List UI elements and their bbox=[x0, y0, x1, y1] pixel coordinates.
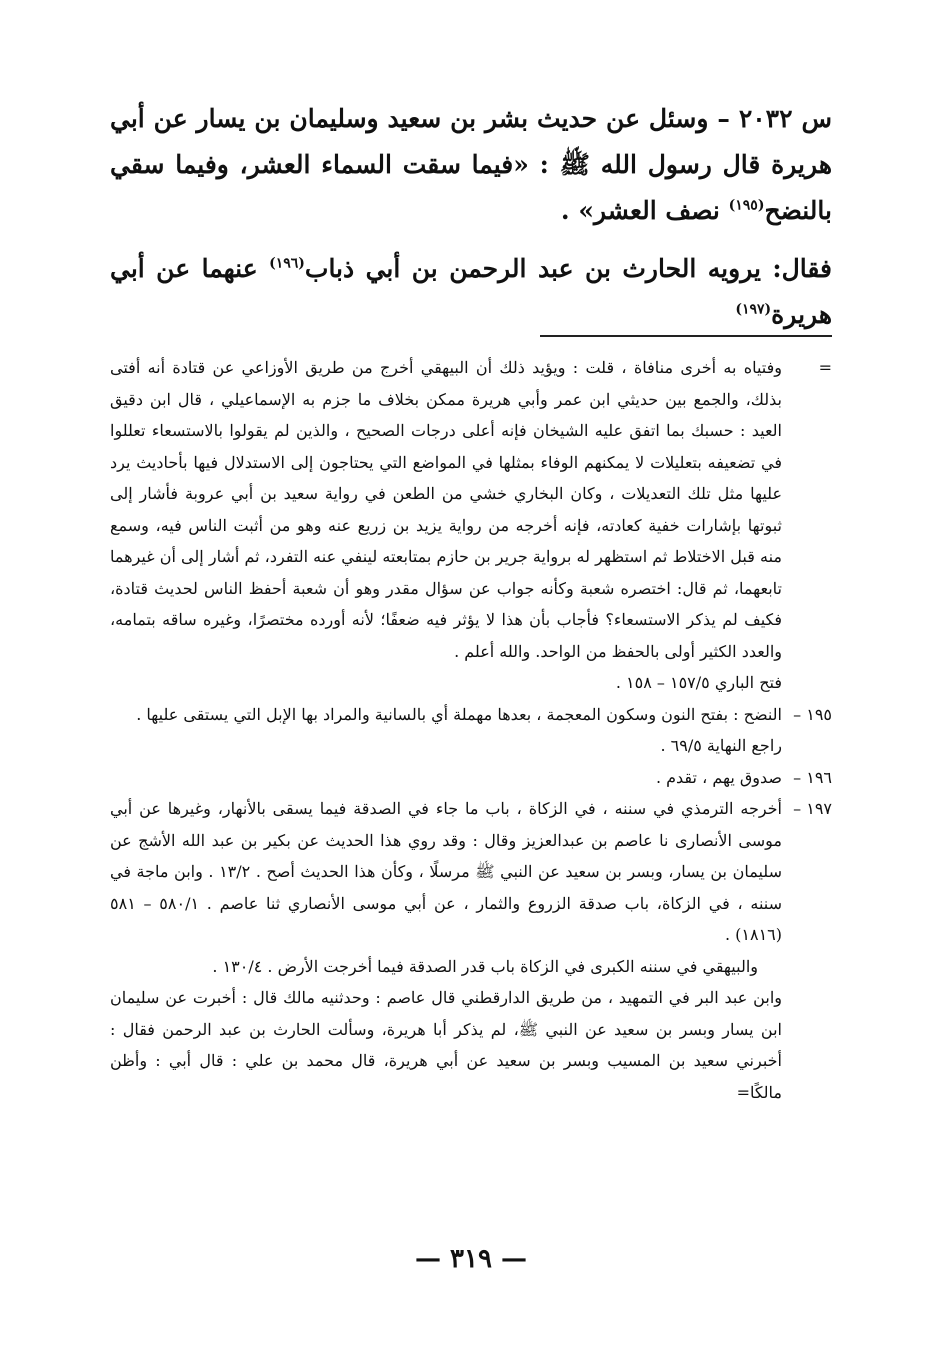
footnote-195 bbox=[110, 699, 832, 762]
footnote-number: ١٩٥ – bbox=[793, 704, 832, 724]
footnote-196 bbox=[110, 762, 832, 794]
footnote-paragraph: صدوق يهم ، تقدم . bbox=[655, 767, 782, 787]
page-number: — ٣١٩ — bbox=[414, 1244, 528, 1274]
footnote-ref-196: (١٩٦) bbox=[269, 255, 305, 272]
footnote-body bbox=[110, 762, 782, 794]
footnote-ref-197: (١٩٧) bbox=[735, 301, 772, 318]
answer-paragraph bbox=[110, 246, 832, 338]
question-number: س ٢٠٣٢ – bbox=[717, 104, 832, 133]
footnote-paragraph bbox=[110, 982, 782, 1108]
continuation-mark: = bbox=[736, 1082, 750, 1102]
footnote-paragraph-text: وابن عبد البر في التمهيد ، من طريق الدارقطني قال عاصم : وحدثنيه مالك قال : أخبرت عن سليمان ابن يسار وبسر بن سعيد عن النبي ﷺ، لم يذكر أبا هريرة، وسألت الحارث بن عبد الرحمن فقال : أخبرني سعيد بن المسيب وبسر بن سعيد عن أبي هريرة، قال محمد بن علي : قال أبي : وأظن مالكًا bbox=[110, 988, 782, 1102]
footnote-paragraph: أخرجه الترمذي في سننه ، في الزكاة ، باب ما جاء في الصدقة فيما يسقى بالأنهار، وغيرها عن أبي موسى الأنصارى نا عاصم بن عبدالعزيز وقال : وقد روي هذا الحديث عن بكير بن عبد الله الأشج عن سليمان بن يسار، وبسر بن سعيد عن النبي ﷺ مرسلًا ، وكأن هذا الحديث أصح . ١٣/٢ . وابن ماجة في سننه ، في الزكاة، باب صدقة الزروع والثمار ، عن أبي موسى الأنصاري ثنا عاصم . ٥٨٠/١ – ٥٨١ (١٨١٦) . bbox=[110, 799, 783, 944]
main-text bbox=[110, 96, 832, 338]
question-paragraph bbox=[110, 96, 832, 234]
footnote-197 bbox=[110, 793, 832, 1108]
question-text-end: نصف العشر» . bbox=[560, 196, 720, 225]
footnote-separator bbox=[540, 335, 832, 337]
footnote-body bbox=[110, 793, 782, 1108]
answer-text: فقال: يرويه الحارث بن عبد الرحمن بن أبي ذباب bbox=[304, 254, 832, 283]
footnotes bbox=[110, 352, 832, 1108]
footnote-paragraph: فتح الباري ١٥٧/٥ – ١٥٨ . bbox=[615, 673, 782, 692]
footnote-body bbox=[110, 352, 782, 699]
question-text: وسئل عن حديث بشر بن سعيد وسليمان بن يسار عن أبي هريرة قال رسول الله ﷺ : «فيما سقت السماء العشر، وفيما سقي بالنضح bbox=[110, 104, 832, 225]
footnote-paragraph: راجع النهاية ٦٩/٥ . bbox=[660, 736, 782, 755]
footnote-paragraph: وفتياه به أخرى منافاة ، قلت : ويؤيد ذلك أن البيهقي أخرج من طريق الأوزاعي عن قتادة أنه أفتى بذلك، والجمع بين حديثي ابن عمر وأبي هريرة ممكن بخلاف ما جزم به الإسماعيلي ، قال ابن دقيق العيد : حسبك بما اتفق عليه الشيخان فإنه أعلى درجات الصحيح ، والذين لم يقولوا بالاستسعاء تعللوا في تضعيفه بتعليلات لا يمكنهم الوفاء بمثلها في المواضع التي يحتاجون إلى الاستدلال فيها بأحاديث يرد عليها مثل تلك التعديلات ، وكان البخاري خشي من الطعن في رواية سعيد بن أبي عروبة فأشار إلى ثبوتها بإشارات خفية كعادته، فإنه أخرجه من رواية يزيد بن زريع عنه وهو من أثبت الناس فيه، وسمع منه قبل الاختلاط ثم استظهر له برواية جرير بن حازم بمتابعته لينفي عنه التفرد، ثم أشار إلى أن غيرهما تابعهما، ثم قال: اختصره شعبة وكأنه جواب عن سؤال مقدر وهو أن شعبة أحفظ الناس لحديث قتادة، فكيف لم يذكر الاستسعاء؟ فأجاب بأن هذا لا يؤثر فيه ضعفًا؛ لأنه أورده مختصرًا، وغيره ساقه بتمامه، والعدد الكثير أولى بالحفظ من الواحد. والله أعلم . bbox=[110, 358, 782, 661]
footnote-paragraph: والبيهقي في سننه الكبرى في الزكاة باب قدر الصدقة فيما أخرجت الأرض . ١٣٠/٤ . bbox=[212, 956, 758, 976]
answer-text-middle: عنهما عن أبي هريرة bbox=[110, 254, 832, 329]
footnote-ref-195: (١٩٥) bbox=[728, 197, 765, 214]
footnote-continued bbox=[110, 352, 832, 699]
footnote-number: ١٩٦ – bbox=[793, 767, 832, 787]
footnote-number: ١٩٧ – bbox=[793, 799, 832, 818]
footnote-paragraph: النضح : بفتح النون وسكون المعجمة ، بعدها مهملة أي بالسانية والمراد بها الإبل التي يستقى عليها . bbox=[136, 704, 782, 724]
footnote-number: = bbox=[818, 358, 832, 377]
footnote-body bbox=[110, 699, 782, 762]
